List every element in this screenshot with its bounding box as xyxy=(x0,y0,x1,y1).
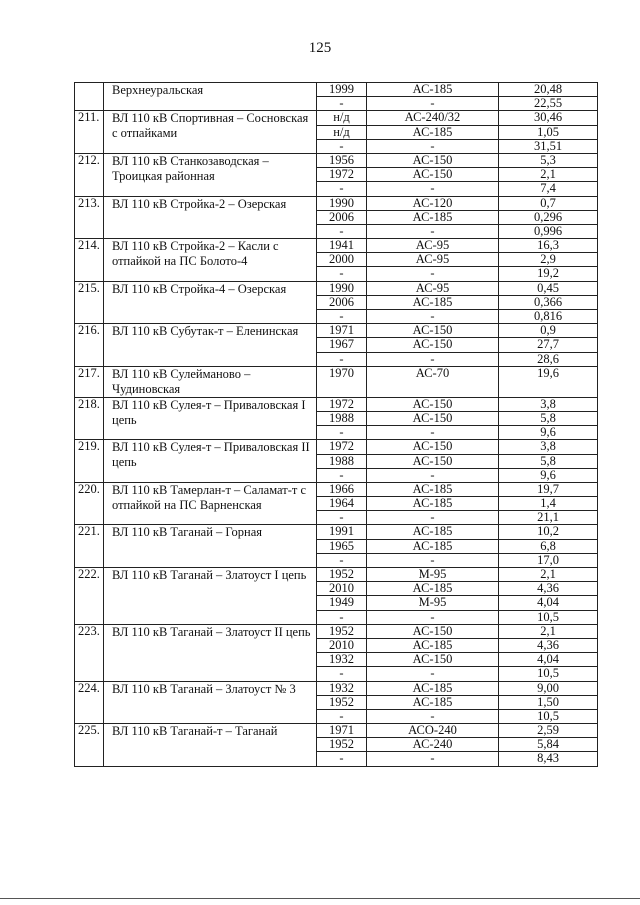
commissioning-year: 1952 xyxy=(317,695,367,709)
commissioning-year: 1966 xyxy=(317,482,367,496)
line-number: 224. xyxy=(75,681,104,724)
commissioning-year: - xyxy=(317,97,367,111)
table-row xyxy=(75,397,598,411)
wire-brand: АС-150 xyxy=(367,624,499,638)
line-length: 2,1 xyxy=(499,568,598,582)
wire-brand: - xyxy=(367,310,499,324)
wire-brand: - xyxy=(367,352,499,366)
line-name: ВЛ 110 кВ Таганай – Златоуст № 3 xyxy=(104,681,317,724)
line-length: 6,8 xyxy=(499,539,598,553)
commissioning-year: 1949 xyxy=(317,596,367,610)
commissioning-year: 1990 xyxy=(317,196,367,210)
line-number: 222. xyxy=(75,568,104,625)
commissioning-year: 1988 xyxy=(317,454,367,468)
line-name: ВЛ 110 кВ Стройка-4 – Озерская xyxy=(104,281,317,324)
commissioning-year: - xyxy=(317,553,367,567)
line-length: 19,6 xyxy=(499,366,598,397)
line-number: 225. xyxy=(75,724,104,767)
line-number: 214. xyxy=(75,239,104,282)
wire-brand: - xyxy=(367,752,499,766)
bottom-rule xyxy=(0,898,640,899)
commissioning-year: 1941 xyxy=(317,239,367,253)
line-length: 5,8 xyxy=(499,411,598,425)
line-length: 2,1 xyxy=(499,624,598,638)
commissioning-year: 2010 xyxy=(317,638,367,652)
commissioning-year: 1952 xyxy=(317,624,367,638)
table-row xyxy=(75,281,598,295)
commissioning-year: - xyxy=(317,267,367,281)
line-number: 216. xyxy=(75,324,104,367)
wire-brand: АС-185 xyxy=(367,83,499,97)
commissioning-year: - xyxy=(317,610,367,624)
wire-brand: АС-95 xyxy=(367,281,499,295)
wire-brand: АС-185 xyxy=(367,295,499,309)
line-name: ВЛ 110 кВ Таганай – Златоуст II цепь xyxy=(104,624,317,681)
table-row xyxy=(75,111,598,125)
wire-brand: АС-95 xyxy=(367,239,499,253)
table-row xyxy=(75,440,598,454)
line-length: 0,996 xyxy=(499,224,598,238)
wire-brand: АС-240/32 xyxy=(367,111,499,125)
table-row xyxy=(75,153,598,167)
line-name: ВЛ 110 кВ Стройка-2 – Касли с отпайкой на ПС Болото-4 xyxy=(104,239,317,282)
commissioning-year: 1965 xyxy=(317,539,367,553)
wire-brand: АС-185 xyxy=(367,497,499,511)
commissioning-year: н/д xyxy=(317,125,367,139)
wire-brand: АСО-240 xyxy=(367,724,499,738)
line-number: 221. xyxy=(75,525,104,568)
page-number: 125 xyxy=(308,40,332,56)
commissioning-year: 1952 xyxy=(317,738,367,752)
line-length: 19,7 xyxy=(499,482,598,496)
commissioning-year: 1988 xyxy=(317,411,367,425)
line-length: 10,5 xyxy=(499,610,598,624)
line-number: 212. xyxy=(75,153,104,196)
wire-brand: АС-150 xyxy=(367,168,499,182)
wire-brand: - xyxy=(367,224,499,238)
commissioning-year: 1971 xyxy=(317,324,367,338)
line-name: ВЛ 110 кВ Тамерлан-т – Саламат-т с отпайкой на ПС Варненская xyxy=(104,482,317,525)
line-name: ВЛ 110 кВ Сулея-т – Приваловская I цепь xyxy=(104,397,317,440)
wire-brand: АС-150 xyxy=(367,338,499,352)
line-length: 0,296 xyxy=(499,210,598,224)
wire-brand: АС-120 xyxy=(367,196,499,210)
power-lines-table xyxy=(74,82,598,767)
line-number: 213. xyxy=(75,196,104,239)
line-length: 2,1 xyxy=(499,168,598,182)
wire-brand: М-95 xyxy=(367,568,499,582)
line-length: 7,4 xyxy=(499,182,598,196)
line-number: 215. xyxy=(75,281,104,324)
wire-brand: - xyxy=(367,182,499,196)
wire-brand: - xyxy=(367,709,499,723)
line-length: 3,8 xyxy=(499,397,598,411)
wire-brand: АС-150 xyxy=(367,454,499,468)
table-row xyxy=(75,196,598,210)
wire-brand: - xyxy=(367,468,499,482)
line-length: 22,55 xyxy=(499,97,598,111)
wire-brand: М-95 xyxy=(367,596,499,610)
commissioning-year: - xyxy=(317,667,367,681)
commissioning-year: 1972 xyxy=(317,440,367,454)
line-length: 0,816 xyxy=(499,310,598,324)
wire-brand: - xyxy=(367,667,499,681)
commissioning-year: 2000 xyxy=(317,253,367,267)
commissioning-year: - xyxy=(317,310,367,324)
line-length: 0,9 xyxy=(499,324,598,338)
line-length: 21,1 xyxy=(499,511,598,525)
commissioning-year: 1972 xyxy=(317,168,367,182)
commissioning-year: 1967 xyxy=(317,338,367,352)
line-name: ВЛ 110 кВ Сулейманово – Чудиновская xyxy=(104,366,317,397)
wire-brand: АС-150 xyxy=(367,153,499,167)
commissioning-year: 1970 xyxy=(317,366,367,397)
line-length: 5,84 xyxy=(499,738,598,752)
table-row xyxy=(75,324,598,338)
commissioning-year: н/д xyxy=(317,111,367,125)
line-number: 223. xyxy=(75,624,104,681)
line-length: 1,50 xyxy=(499,695,598,709)
line-number: 217. xyxy=(75,366,104,397)
commissioning-year: 1932 xyxy=(317,653,367,667)
wire-brand: АС-150 xyxy=(367,440,499,454)
commissioning-year: 1932 xyxy=(317,681,367,695)
line-length: 9,6 xyxy=(499,468,598,482)
wire-brand: АС-185 xyxy=(367,125,499,139)
line-name: ВЛ 110 кВ Таганай – Горная xyxy=(104,525,317,568)
line-length: 19,2 xyxy=(499,267,598,281)
line-length: 5,3 xyxy=(499,153,598,167)
table-row xyxy=(75,239,598,253)
wire-brand: - xyxy=(367,426,499,440)
line-length: 2,59 xyxy=(499,724,598,738)
wire-brand: АС-185 xyxy=(367,525,499,539)
wire-brand: - xyxy=(367,553,499,567)
line-name: ВЛ 110 кВ Сулея-т – Приваловская II цепь xyxy=(104,440,317,483)
commissioning-year: 2006 xyxy=(317,210,367,224)
line-name: ВЛ 110 кВ Субутак-т – Еленинская xyxy=(104,324,317,367)
line-number: 219. xyxy=(75,440,104,483)
wire-brand: АС-150 xyxy=(367,324,499,338)
wire-brand: АС-240 xyxy=(367,738,499,752)
table-row xyxy=(75,724,598,738)
commissioning-year: 1990 xyxy=(317,281,367,295)
commissioning-year: 2010 xyxy=(317,582,367,596)
line-number: 211. xyxy=(75,111,104,154)
wire-brand: АС-185 xyxy=(367,210,499,224)
line-name: ВЛ 110 кВ Таганай-т – Таганай xyxy=(104,724,317,767)
commissioning-year: - xyxy=(317,426,367,440)
wire-brand: АС-150 xyxy=(367,397,499,411)
wire-brand: АС-185 xyxy=(367,582,499,596)
line-length: 10,2 xyxy=(499,525,598,539)
commissioning-year: 1952 xyxy=(317,568,367,582)
table-row xyxy=(75,568,598,582)
wire-brand: - xyxy=(367,610,499,624)
wire-brand: АС-185 xyxy=(367,638,499,652)
line-number: 218. xyxy=(75,397,104,440)
line-length: 20,48 xyxy=(499,83,598,97)
wire-brand: - xyxy=(367,97,499,111)
line-length: 4,36 xyxy=(499,638,598,652)
line-name: Верхнеуральская xyxy=(104,83,317,111)
commissioning-year: - xyxy=(317,511,367,525)
line-length: 4,36 xyxy=(499,582,598,596)
line-length: 30,46 xyxy=(499,111,598,125)
wire-brand: АС-185 xyxy=(367,695,499,709)
line-name: ВЛ 110 кВ Стройка-2 – Озерская xyxy=(104,196,317,239)
commissioning-year: 1991 xyxy=(317,525,367,539)
line-length: 27,7 xyxy=(499,338,598,352)
table-body xyxy=(75,83,598,767)
line-length: 10,5 xyxy=(499,709,598,723)
line-name: ВЛ 110 кВ Спортивная – Сосновская с отпайками xyxy=(104,111,317,154)
line-length: 5,8 xyxy=(499,454,598,468)
line-length: 1,05 xyxy=(499,125,598,139)
line-length: 1,4 xyxy=(499,497,598,511)
commissioning-year: - xyxy=(317,139,367,153)
line-length: 4,04 xyxy=(499,653,598,667)
table-row xyxy=(75,624,598,638)
commissioning-year: - xyxy=(317,352,367,366)
line-length: 2,9 xyxy=(499,253,598,267)
wire-brand: - xyxy=(367,511,499,525)
wire-brand: АС-185 xyxy=(367,539,499,553)
commissioning-year: - xyxy=(317,468,367,482)
commissioning-year: 1964 xyxy=(317,497,367,511)
wire-brand: АС-95 xyxy=(367,253,499,267)
line-name: ВЛ 110 кВ Таганай – Златоуст I цепь xyxy=(104,568,317,625)
line-number: 220. xyxy=(75,482,104,525)
table-row xyxy=(75,482,598,496)
commissioning-year: 1972 xyxy=(317,397,367,411)
line-length: 9,6 xyxy=(499,426,598,440)
commissioning-year: 2006 xyxy=(317,295,367,309)
commissioning-year: - xyxy=(317,224,367,238)
table-row xyxy=(75,83,598,97)
line-length: 0,7 xyxy=(499,196,598,210)
wire-brand: АС-150 xyxy=(367,653,499,667)
line-length: 0,366 xyxy=(499,295,598,309)
table-row xyxy=(75,366,598,397)
wire-brand: АС-150 xyxy=(367,411,499,425)
commissioning-year: 1971 xyxy=(317,724,367,738)
line-length: 28,6 xyxy=(499,352,598,366)
wire-brand: АС-185 xyxy=(367,482,499,496)
commissioning-year: 1956 xyxy=(317,153,367,167)
table-row xyxy=(75,525,598,539)
commissioning-year: - xyxy=(317,182,367,196)
table-row xyxy=(75,681,598,695)
line-length: 3,8 xyxy=(499,440,598,454)
line-name: ВЛ 110 кВ Станкозаводская – Троицкая районная xyxy=(104,153,317,196)
wire-brand: - xyxy=(367,267,499,281)
commissioning-year: - xyxy=(317,752,367,766)
line-length: 17,0 xyxy=(499,553,598,567)
wire-brand: АС-185 xyxy=(367,681,499,695)
line-length: 0,45 xyxy=(499,281,598,295)
commissioning-year: - xyxy=(317,709,367,723)
line-length: 9,00 xyxy=(499,681,598,695)
line-length: 10,5 xyxy=(499,667,598,681)
line-length: 16,3 xyxy=(499,239,598,253)
line-length: 4,04 xyxy=(499,596,598,610)
line-length: 31,51 xyxy=(499,139,598,153)
line-number xyxy=(75,83,104,111)
wire-brand: АС-70 xyxy=(367,366,499,397)
wire-brand: - xyxy=(367,139,499,153)
commissioning-year: 1999 xyxy=(317,83,367,97)
line-length: 8,43 xyxy=(499,752,598,766)
